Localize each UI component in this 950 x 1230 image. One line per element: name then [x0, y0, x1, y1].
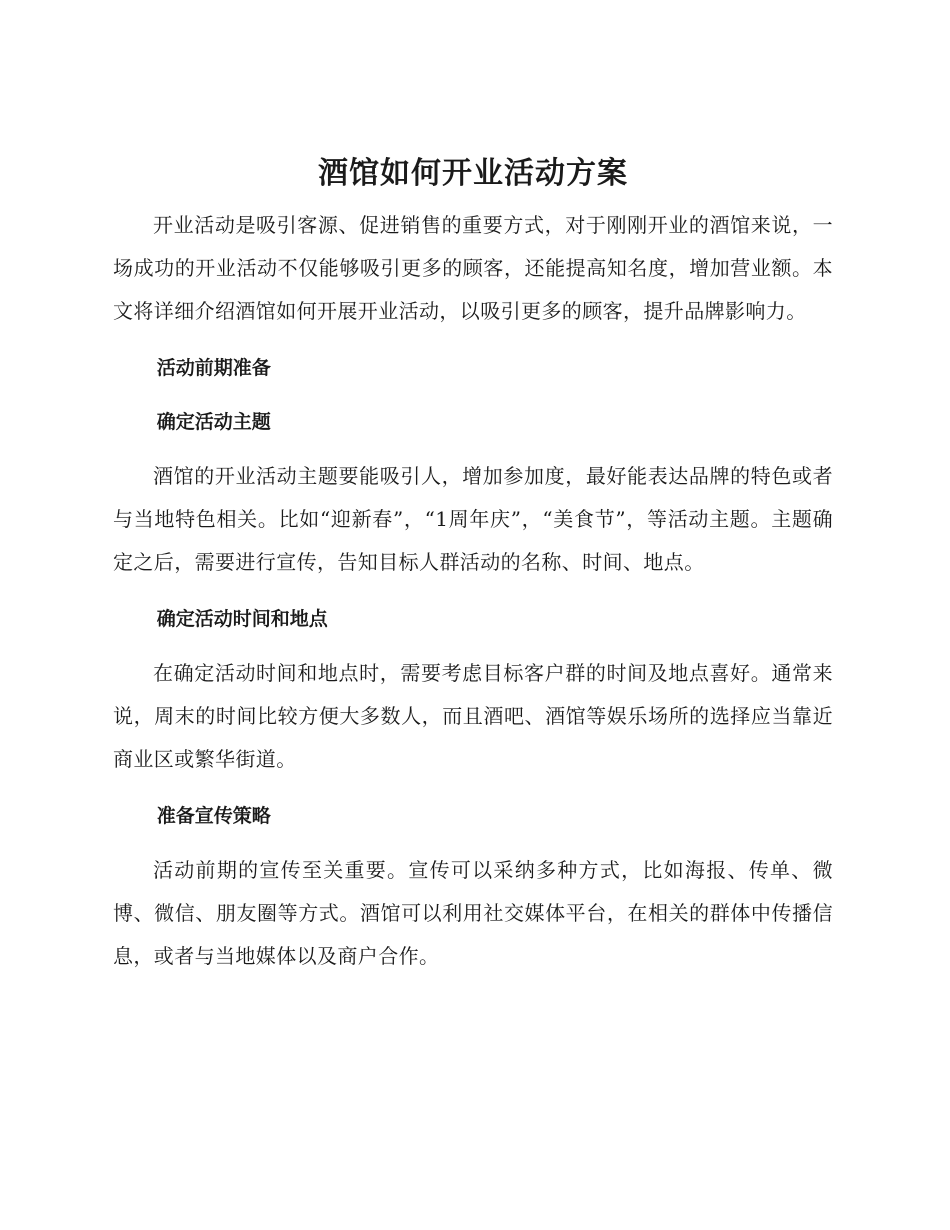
subsection-body-time-place: 在确定活动时间和地点时，需要考虑目标客户群的时间及地点喜好。通常来说，周末的时间比较方便大多数人，而且酒吧、酒馆等娱乐场所的选择应当靠近商业区或繁华街道。: [113, 661, 833, 771]
spacer: [113, 634, 833, 652]
subsection-body-promotion: 活动前期的宣传至关重要。宣传可以采纳多种方式，比如海报、传单、微博、微信、朋友圈等方式。酒馆可以利用社交媒体平台，在相关的群体中传播信息，或者与当地媒体以及商户合作。: [113, 858, 833, 968]
subsection-heading-promotion: 准备宣传策略: [156, 805, 271, 827]
subsection-heading-theme: 确定活动主题: [156, 411, 271, 433]
section-heading: 活动前期准备: [156, 357, 271, 379]
document-title: 酒馆如何开业活动方案: [318, 156, 628, 191]
subsection-body-theme: 酒馆的开业活动主题要能吸引人，增加参加度，最好能表达品牌的特色或者与当地特色相关。比如“迎新春”，“1周年庆”，“美食节”，等活动主题。主题确定之后，需要进行宣传，告知目标人群活动的名称、时间、地点。: [113, 464, 833, 574]
subsection-heading-time-place: 确定活动时间和地点: [156, 608, 328, 630]
spacer: [113, 781, 833, 801]
document-page: [113, 150, 833, 978]
spacer: [113, 383, 833, 407]
spacer: [113, 437, 833, 455]
intro-paragraph: 开业活动是吸引客源、促进销售的重要方式，对于刚刚开业的酒馆来说，一场成功的开业活动不仅能够吸引更多的顾客，还能提高知名度，增加营业额。本文将详细介绍酒馆如何开展开业活动，以吸引更多的顾客，提升品牌影响力。: [113, 213, 833, 323]
spacer: [113, 333, 833, 353]
spacer: [113, 584, 833, 604]
spacer: [113, 831, 833, 849]
